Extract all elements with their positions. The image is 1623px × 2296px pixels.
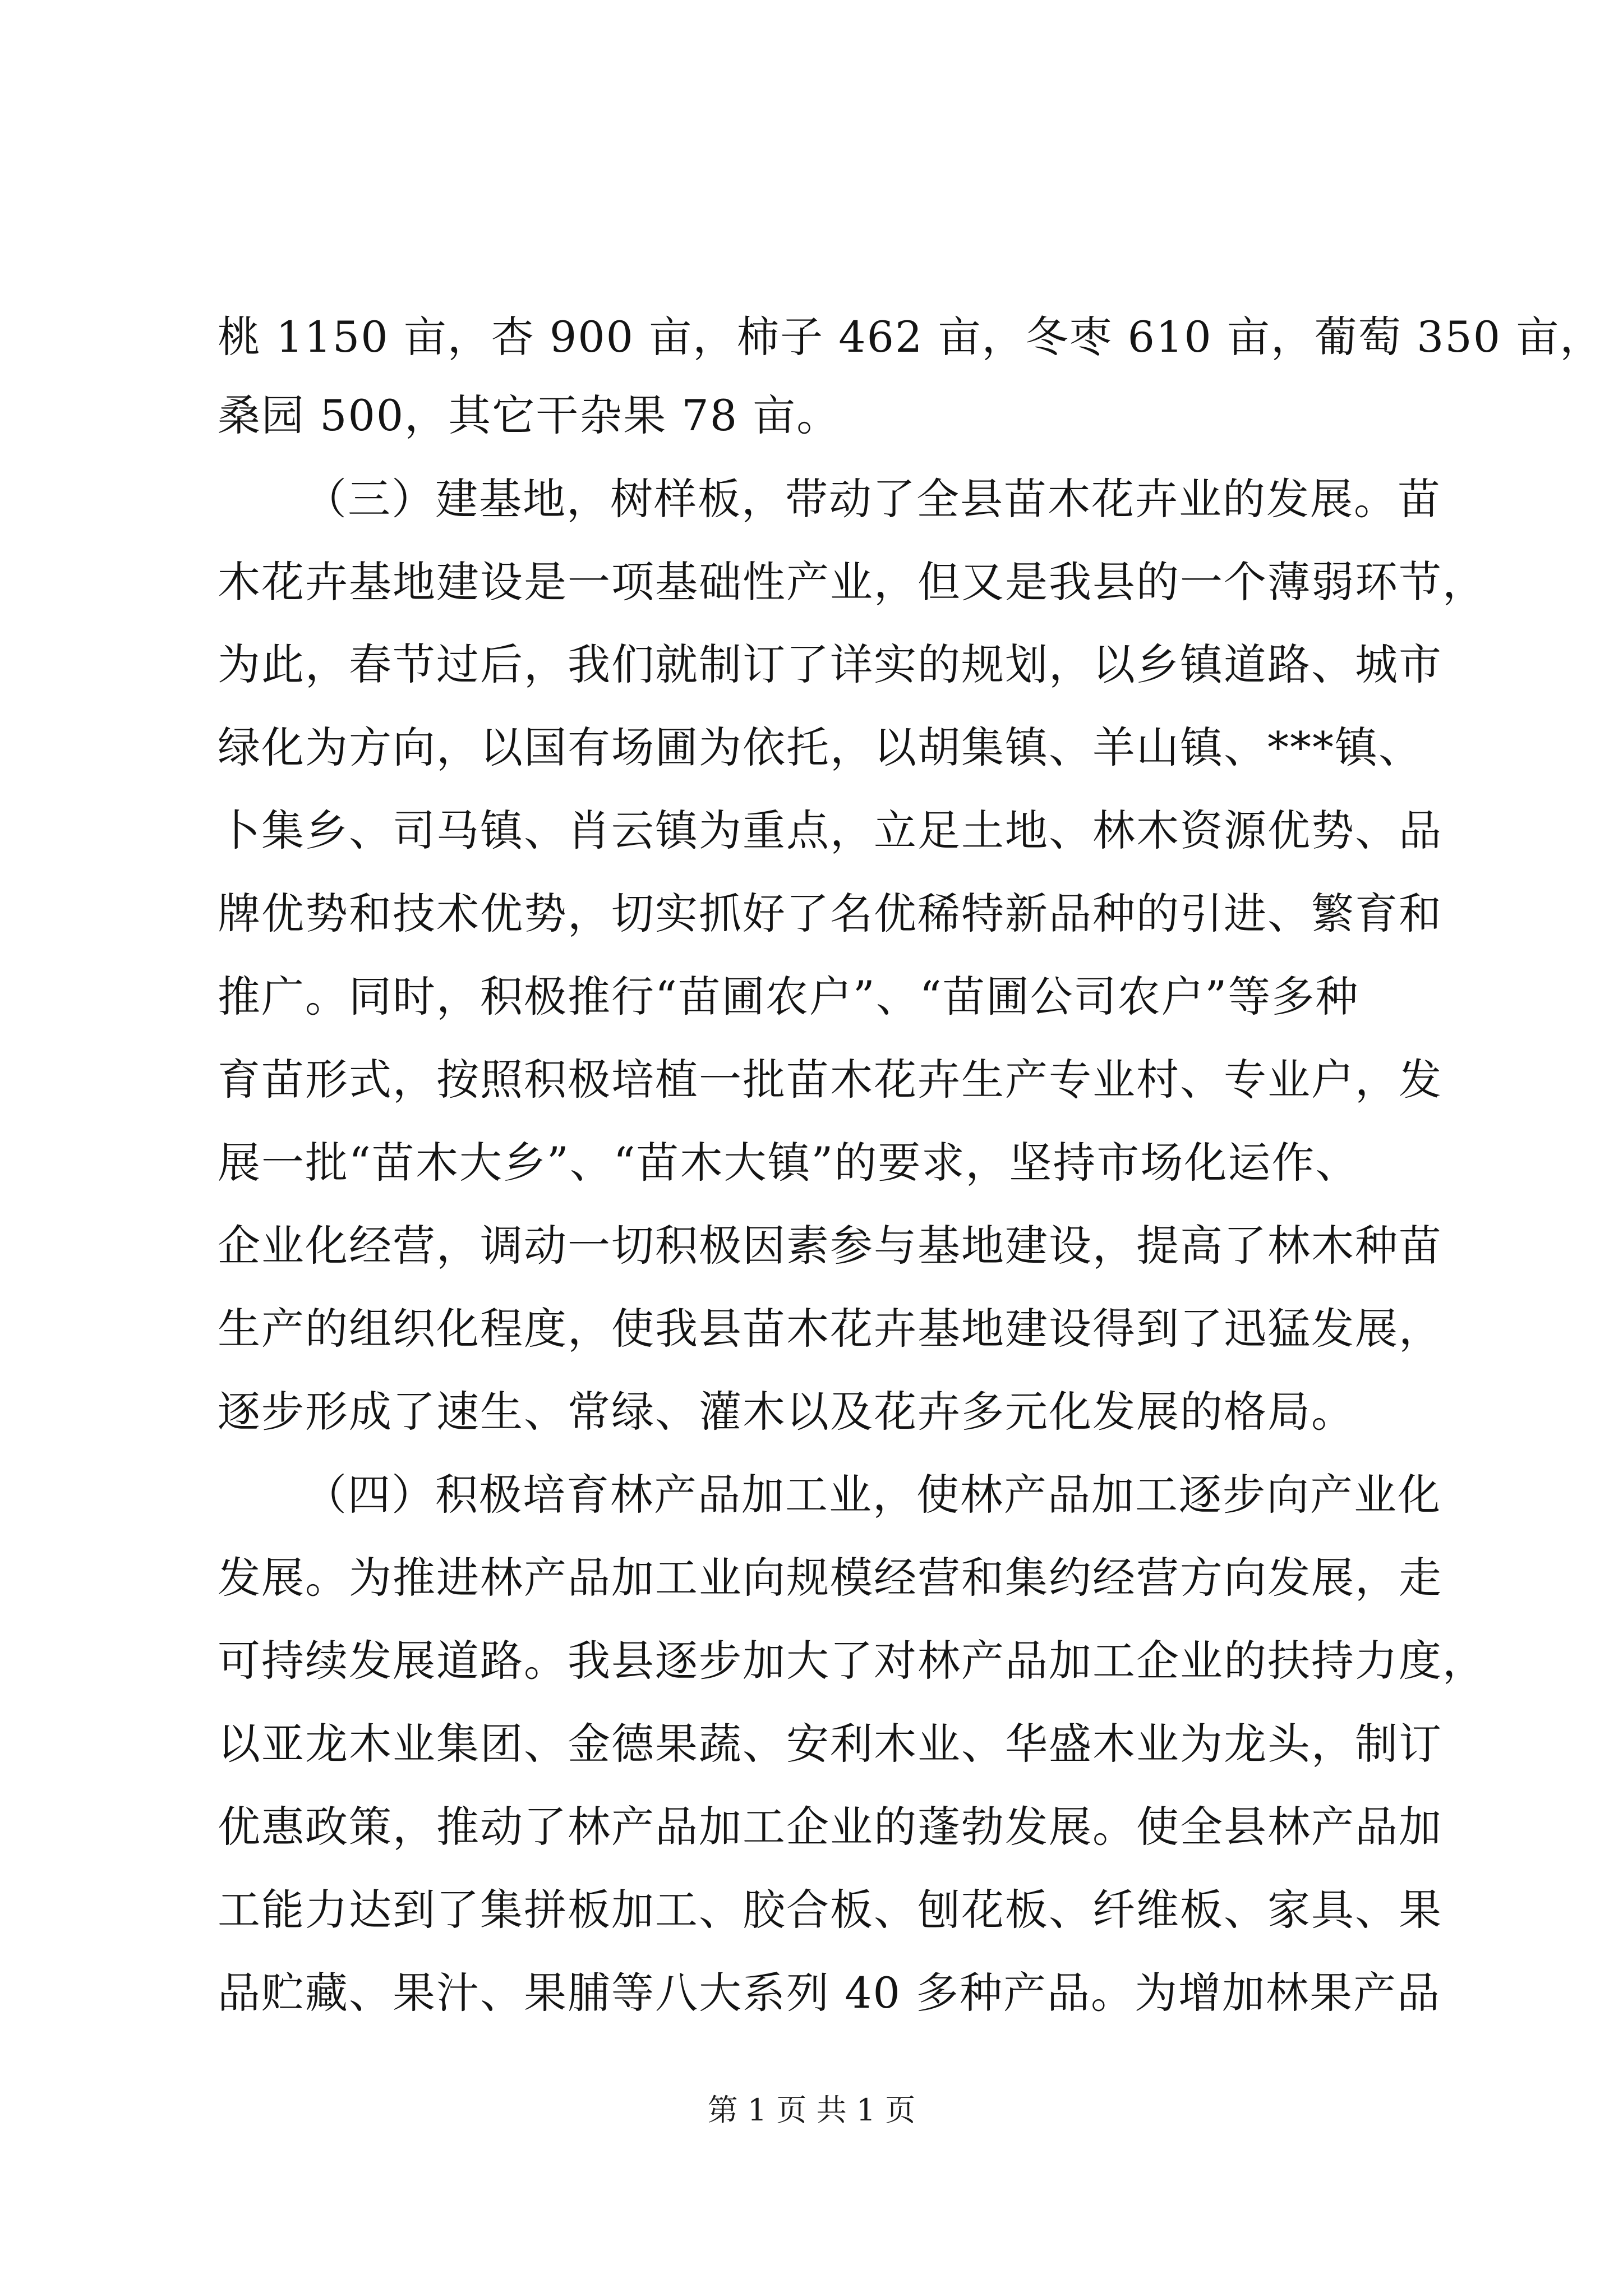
text-line: 以亚龙木业集团、金德果蔬、安利木业、华盛木业为龙头，制订	[218, 1719, 1442, 1769]
text-line: 企业化经营，调动一切积极因素参与基地建设，提高了林木种苗	[218, 1221, 1442, 1271]
text-line: 为此，春节过后，我们就制订了详实的规划，以乡镇道路、城市	[218, 639, 1442, 689]
text-line: 逐步形成了速生、常绿、灌木以及花卉多元化发展的格局。	[218, 1387, 1355, 1437]
text-line: 展一批“苗木大乡”、“苗木大镇”的要求，坚持市场化运作、	[218, 1138, 1359, 1188]
text-line: 品贮藏、果汁、果脯等八大系列 40 多种产品。为增加林果产品	[218, 1968, 1441, 2018]
page-number-footer: 第 1 页 共 1 页	[707, 2092, 916, 2128]
text-line: 绿化为方向，以国有场圃为依托，以胡集镇、羊山镇、***镇、	[218, 723, 1422, 772]
text-line: 生产的组织化程度，使我县苗木花卉基地建设得到了迅猛发展，	[218, 1304, 1442, 1354]
text-line: 发展。为推进林产品加工业向规模经营和集约经营方向发展，走	[218, 1553, 1442, 1603]
text-line: 可持续发展道路。我县逐步加大了对林产品加工企业的扶持力度，	[218, 1636, 1486, 1686]
text-line: 桃 1150 亩，杏 900 亩，柿子 462 亩，冬枣 610 亩，葡萄 350 亩，	[218, 312, 1604, 362]
text-line: 牌优势和技术优势，切实抓好了名优稀特新品种的引进、繁育和	[218, 889, 1442, 938]
paragraph-3-start: （三）建基地，树样板，带动了全县苗木花卉业的发展。苗	[304, 474, 1441, 524]
text-line: 育苗形式，按照积极培植一批苗木花卉生产专业村、专业户，发	[218, 1055, 1442, 1105]
text-line: 木花卉基地建设是一项基础性产业，但又是我县的一个薄弱环节，	[218, 557, 1486, 607]
paragraph-4-start: （四）积极培育林产品加工业，使林产品加工逐步向产业化	[304, 1470, 1441, 1520]
text-line: 桑园 500，其它干杂果 78 亩。	[218, 390, 841, 440]
text-line: 工能力达到了集拼板加工、胶合板、刨花板、纤维板、家具、果	[218, 1885, 1442, 1935]
text-line: 卜集乡、司马镇、肖云镇为重点，立足土地、林木资源优势、品	[218, 806, 1442, 855]
text-line: 推广。同时，积极推行“苗圃农户”、“苗圃公司农户”等多种	[218, 972, 1359, 1022]
text-line: 优惠政策，推动了林产品加工企业的蓬勃发展。使全县林产品加	[218, 1802, 1442, 1852]
